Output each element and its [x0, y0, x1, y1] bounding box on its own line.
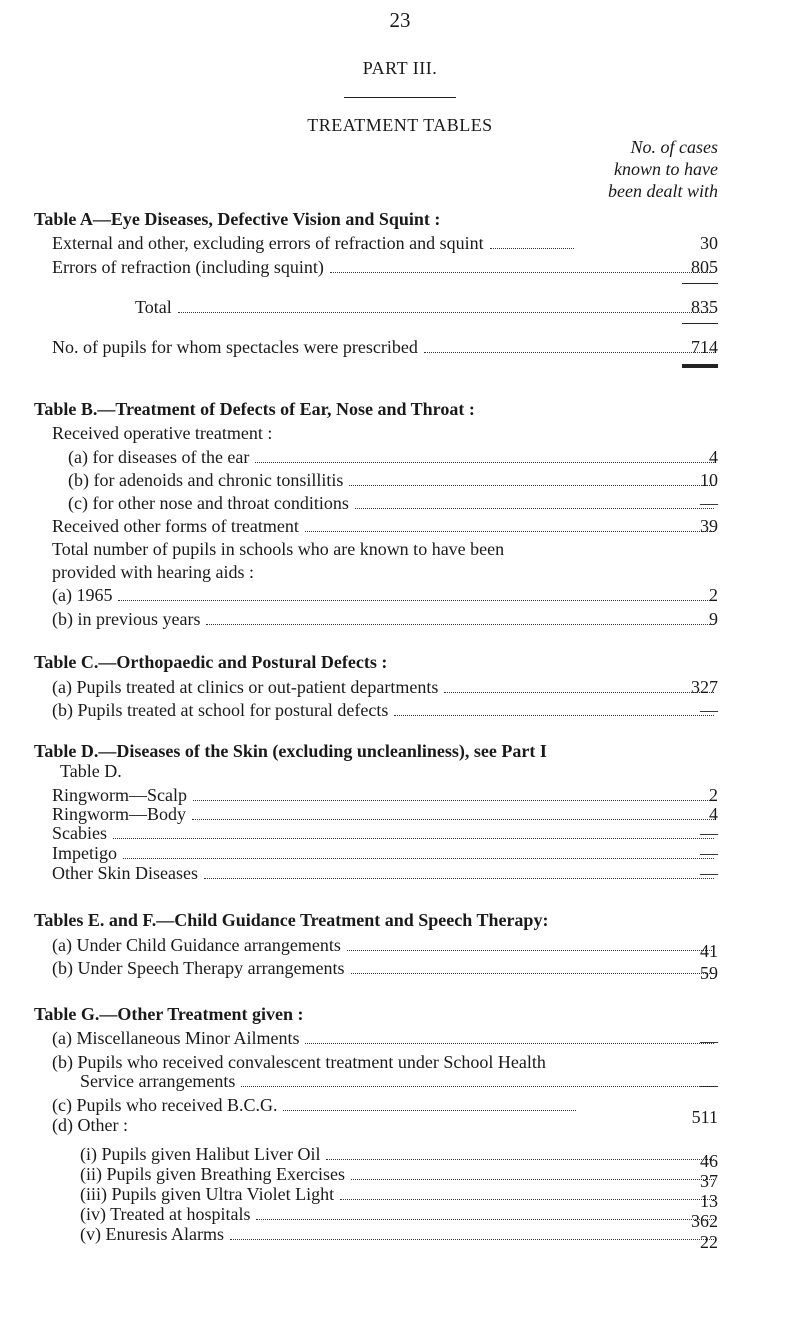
- table-ef-row: [52, 934, 720, 956]
- table-d-row: [52, 862, 720, 884]
- row-value: 327: [691, 677, 718, 697]
- row-label: Errors of refraction (including squint): [52, 257, 324, 277]
- row-value: —: [700, 1031, 718, 1051]
- table-c-row: [52, 699, 720, 721]
- table-a-row: [52, 232, 580, 254]
- total-rule: [682, 323, 718, 324]
- row-label: Received other forms of treatment: [52, 516, 299, 536]
- row-label: (ii) Pupils given Breathing Exercises: [80, 1164, 345, 1184]
- row-label: Impetigo: [52, 843, 117, 863]
- table-g-row: [80, 1070, 720, 1092]
- row-value: 2: [709, 785, 718, 805]
- table-a-spectacles-row: [52, 336, 720, 358]
- leader-dots: [206, 624, 714, 625]
- table-g-sub-row: [80, 1183, 720, 1205]
- table-a-heading: Table A—Eye Diseases, Defective Vision and Squint :: [34, 209, 441, 229]
- table-g-sub-row: [80, 1203, 720, 1225]
- leader-dots: [204, 878, 714, 879]
- leader-dots: [193, 800, 714, 801]
- row-value: 4: [709, 804, 718, 824]
- leader-dots: [255, 462, 714, 463]
- row-label: (b) for adenoids and chronic tonsillitis: [68, 470, 344, 490]
- row-value: 39: [700, 516, 718, 536]
- row-value: —: [700, 1075, 718, 1095]
- row-value: —: [700, 823, 718, 843]
- leader-dots: [178, 312, 714, 313]
- row-label: (a) Pupils treated at clinics or out-patient departments: [52, 677, 439, 697]
- leader-dots: [113, 838, 714, 839]
- table-g-row: [52, 1094, 582, 1116]
- other-label: (d) Other :: [52, 1115, 128, 1135]
- row-value: 805: [691, 257, 718, 277]
- row-label: (a) Under Child Guidance arrangements: [52, 935, 341, 955]
- table-d-row: [52, 822, 720, 844]
- page-title: TREATMENT TABLES: [307, 115, 493, 135]
- total-label: Total: [135, 297, 172, 317]
- row-value: 37: [700, 1171, 718, 1191]
- table-d-row: [52, 842, 720, 864]
- row-label: No. of pupils for whom spectacles were prescribed: [52, 337, 418, 357]
- row-value: 30: [700, 233, 718, 253]
- row-value: 2: [709, 585, 718, 605]
- leader-dots: [305, 531, 714, 532]
- leader-dots: [118, 600, 714, 601]
- row-value: 13: [700, 1191, 718, 1211]
- row-value: 22: [700, 1232, 718, 1252]
- table-g-heading: Table G.—Other Treatment given :: [34, 1004, 304, 1024]
- row-label: (a) 1965: [52, 585, 113, 605]
- hearing-aids-text-line-2: provided with hearing aids :: [52, 562, 254, 582]
- table-b-heading: Table B.—Treatment of Defects of Ear, Nose and Throat :: [34, 399, 475, 419]
- leader-dots: [230, 1239, 714, 1240]
- received-operative-label: Received operative treatment :: [52, 423, 273, 443]
- column-header: [608, 136, 718, 202]
- row-label: Ringworm—Body: [52, 804, 187, 824]
- row-label: (a) Miscellaneous Minor Ailments: [52, 1028, 300, 1048]
- table-d-heading: Table D.—Diseases of the Skin (excluding uncleanliness), see Part I: [34, 741, 547, 761]
- total-value: 835: [691, 297, 718, 317]
- table-b-row: [68, 492, 720, 514]
- table-b-hearing-row: [52, 584, 720, 606]
- hearing-aids-text-line-1: Total number of pupils in schools who are known to have been: [52, 539, 505, 559]
- table-ef-row: [52, 957, 720, 979]
- double-rule: [682, 364, 718, 368]
- row-label: (a) for diseases of the ear: [68, 447, 250, 467]
- row-value: 46: [700, 1151, 718, 1171]
- table-b-row: [68, 469, 720, 491]
- table-g-sub-row: [80, 1143, 720, 1165]
- row-label: (v) Enuresis Alarms: [80, 1224, 224, 1244]
- row-value: 4: [709, 447, 718, 467]
- subtotal-rule: [682, 283, 718, 284]
- row-value: —: [700, 843, 718, 863]
- leader-dots: [192, 819, 714, 820]
- leader-dots: [326, 1159, 714, 1160]
- row-value: —: [700, 700, 718, 720]
- row-label: (iii) Pupils given Ultra Violet Light: [80, 1184, 335, 1204]
- row-value: 41: [700, 941, 718, 961]
- leader-dots: [123, 858, 714, 859]
- row-label: (c) Pupils who received B.C.G.: [52, 1095, 278, 1115]
- row-label: (iv) Treated at hospitals: [80, 1204, 251, 1224]
- leader-dots: [330, 272, 714, 273]
- row-value: 10: [700, 470, 718, 490]
- row-label: (b) in previous years: [52, 609, 201, 629]
- table-b-row: [68, 446, 720, 468]
- column-header-line-1: No. of cases: [630, 137, 718, 157]
- table-a-row: [52, 256, 720, 278]
- table-ef-heading: Tables E. and F.—Child Guidance Treatment and Speech Therapy:: [34, 910, 549, 930]
- row-label: Scabies: [52, 823, 107, 843]
- convalescent-text-line-1: (b) Pupils who received convalescent treatment under School Health: [52, 1052, 546, 1072]
- table-d-heading-continued: Table D.: [60, 761, 122, 781]
- row-label: (b) Pupils treated at school for postural defects: [52, 700, 389, 720]
- leader-dots: [305, 1043, 714, 1044]
- leader-dots: [490, 248, 574, 249]
- row-value: —: [700, 493, 718, 513]
- part-heading: PART III.: [362, 58, 438, 78]
- row-label: Other Skin Diseases: [52, 863, 198, 883]
- column-header-line-2: known to have: [614, 159, 718, 179]
- row-value: —: [700, 863, 718, 883]
- column-header-line-3: been dealt with: [608, 181, 718, 201]
- row-label: Service arrangements: [80, 1071, 236, 1091]
- row-value: 511: [691, 1107, 718, 1127]
- table-a-total-row: [135, 296, 720, 318]
- table-g-sub-row: [80, 1223, 720, 1245]
- title-rule: [344, 97, 456, 98]
- leader-dots: [256, 1219, 714, 1220]
- table-c-heading: Table C.—Orthopaedic and Postural Defects :: [34, 652, 388, 672]
- table-g-row: [52, 1027, 720, 1049]
- row-label: External and other, excluding errors of refraction and squint: [52, 233, 484, 253]
- leader-dots: [283, 1110, 576, 1111]
- table-g-sub-row: [80, 1163, 720, 1185]
- row-value: 714: [691, 337, 718, 357]
- row-label: (i) Pupils given Halibut Liver Oil: [80, 1144, 321, 1164]
- page-number: 23: [389, 8, 411, 32]
- row-label: (c) for other nose and throat conditions: [68, 493, 349, 513]
- table-c-row: [52, 676, 720, 698]
- row-value: 9: [709, 609, 718, 629]
- row-value: 362: [691, 1211, 718, 1231]
- leader-dots: [241, 1086, 714, 1087]
- table-b-other-forms-row: [52, 515, 720, 537]
- row-value: 59: [700, 963, 718, 983]
- row-label: (b) Under Speech Therapy arrangements: [52, 958, 345, 978]
- table-b-hearing-row: [52, 608, 720, 630]
- row-label: Ringworm—Scalp: [52, 785, 187, 805]
